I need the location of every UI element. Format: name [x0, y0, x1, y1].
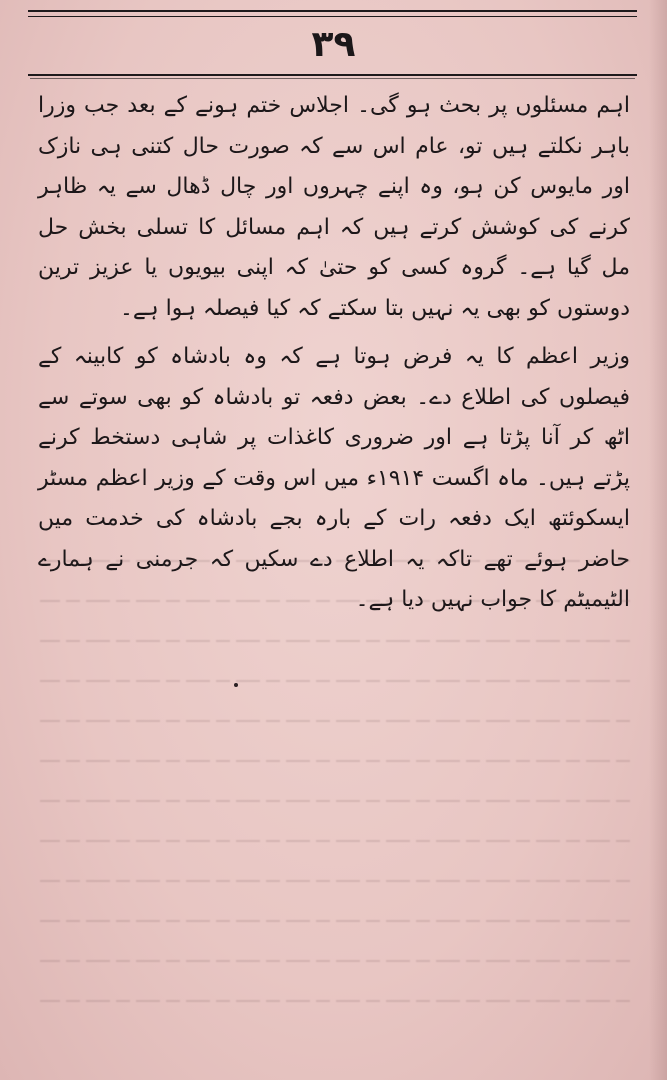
header-rule-thin: [30, 78, 635, 79]
top-border-rule: [28, 10, 637, 12]
paragraph-2: وزیر اعظم کا یہ فرض ہوتا ہے کہ وہ بادشاہ کو کابینہ کے فیصلوں کی اطلاع دے۔ بعض دفعہ تو بادشاہ کو بھی سوتے سے اٹھ کر آنا پڑتا ہے اور ضروری کاغذات پر شاہی دستخط کرنے پڑتے ہیں۔ ماہ اگست ۱۹۱۴ء میں اس وقت کے وزیر اعظم مسٹر ایسکوئتھ ایک دفعہ رات کے بارہ بجے بادشاہ کی خدمت میں حاضر ہوئے تھے تاکہ یہ اطلاع دے سکیں کہ جرمنی نے ہمارے الٹیمیٹم کا جواب نہیں دیا ہے۔: [38, 344, 631, 612]
bleed-through-text: [40, 560, 630, 1040]
paragraph-1: اہم مسئلوں پر بحث ہو گی۔ اجلاس ختم ہونے کے بعد جب وزرا باہر نکلتے ہیں تو، عام اس سے کہ صورت حال کتنی ہی نازک اور مایوس کن ہو، وہ اپنے چہروں اور چال ڈھال سے یہ ظاہر کرنے کی کوشش کرتے ہیں کہ اہم مسائل کا تسلی بخش حل مل گیا ہے۔ گروہ کسی کو حتیٰ کہ اپنی بیویوں یا عزیز ترین دوستوں کو بھی یہ نہیں بتا سکتے کہ کیا فیصلہ ہوا ہے۔: [38, 93, 630, 321]
top-border-rule-thin: [28, 16, 637, 17]
page-number: ۳۹: [311, 24, 356, 65]
header-rule: [28, 74, 637, 76]
body-text: [38, 86, 630, 621]
page-edge-shadow: [649, 0, 667, 1080]
ink-speck: [234, 683, 238, 687]
